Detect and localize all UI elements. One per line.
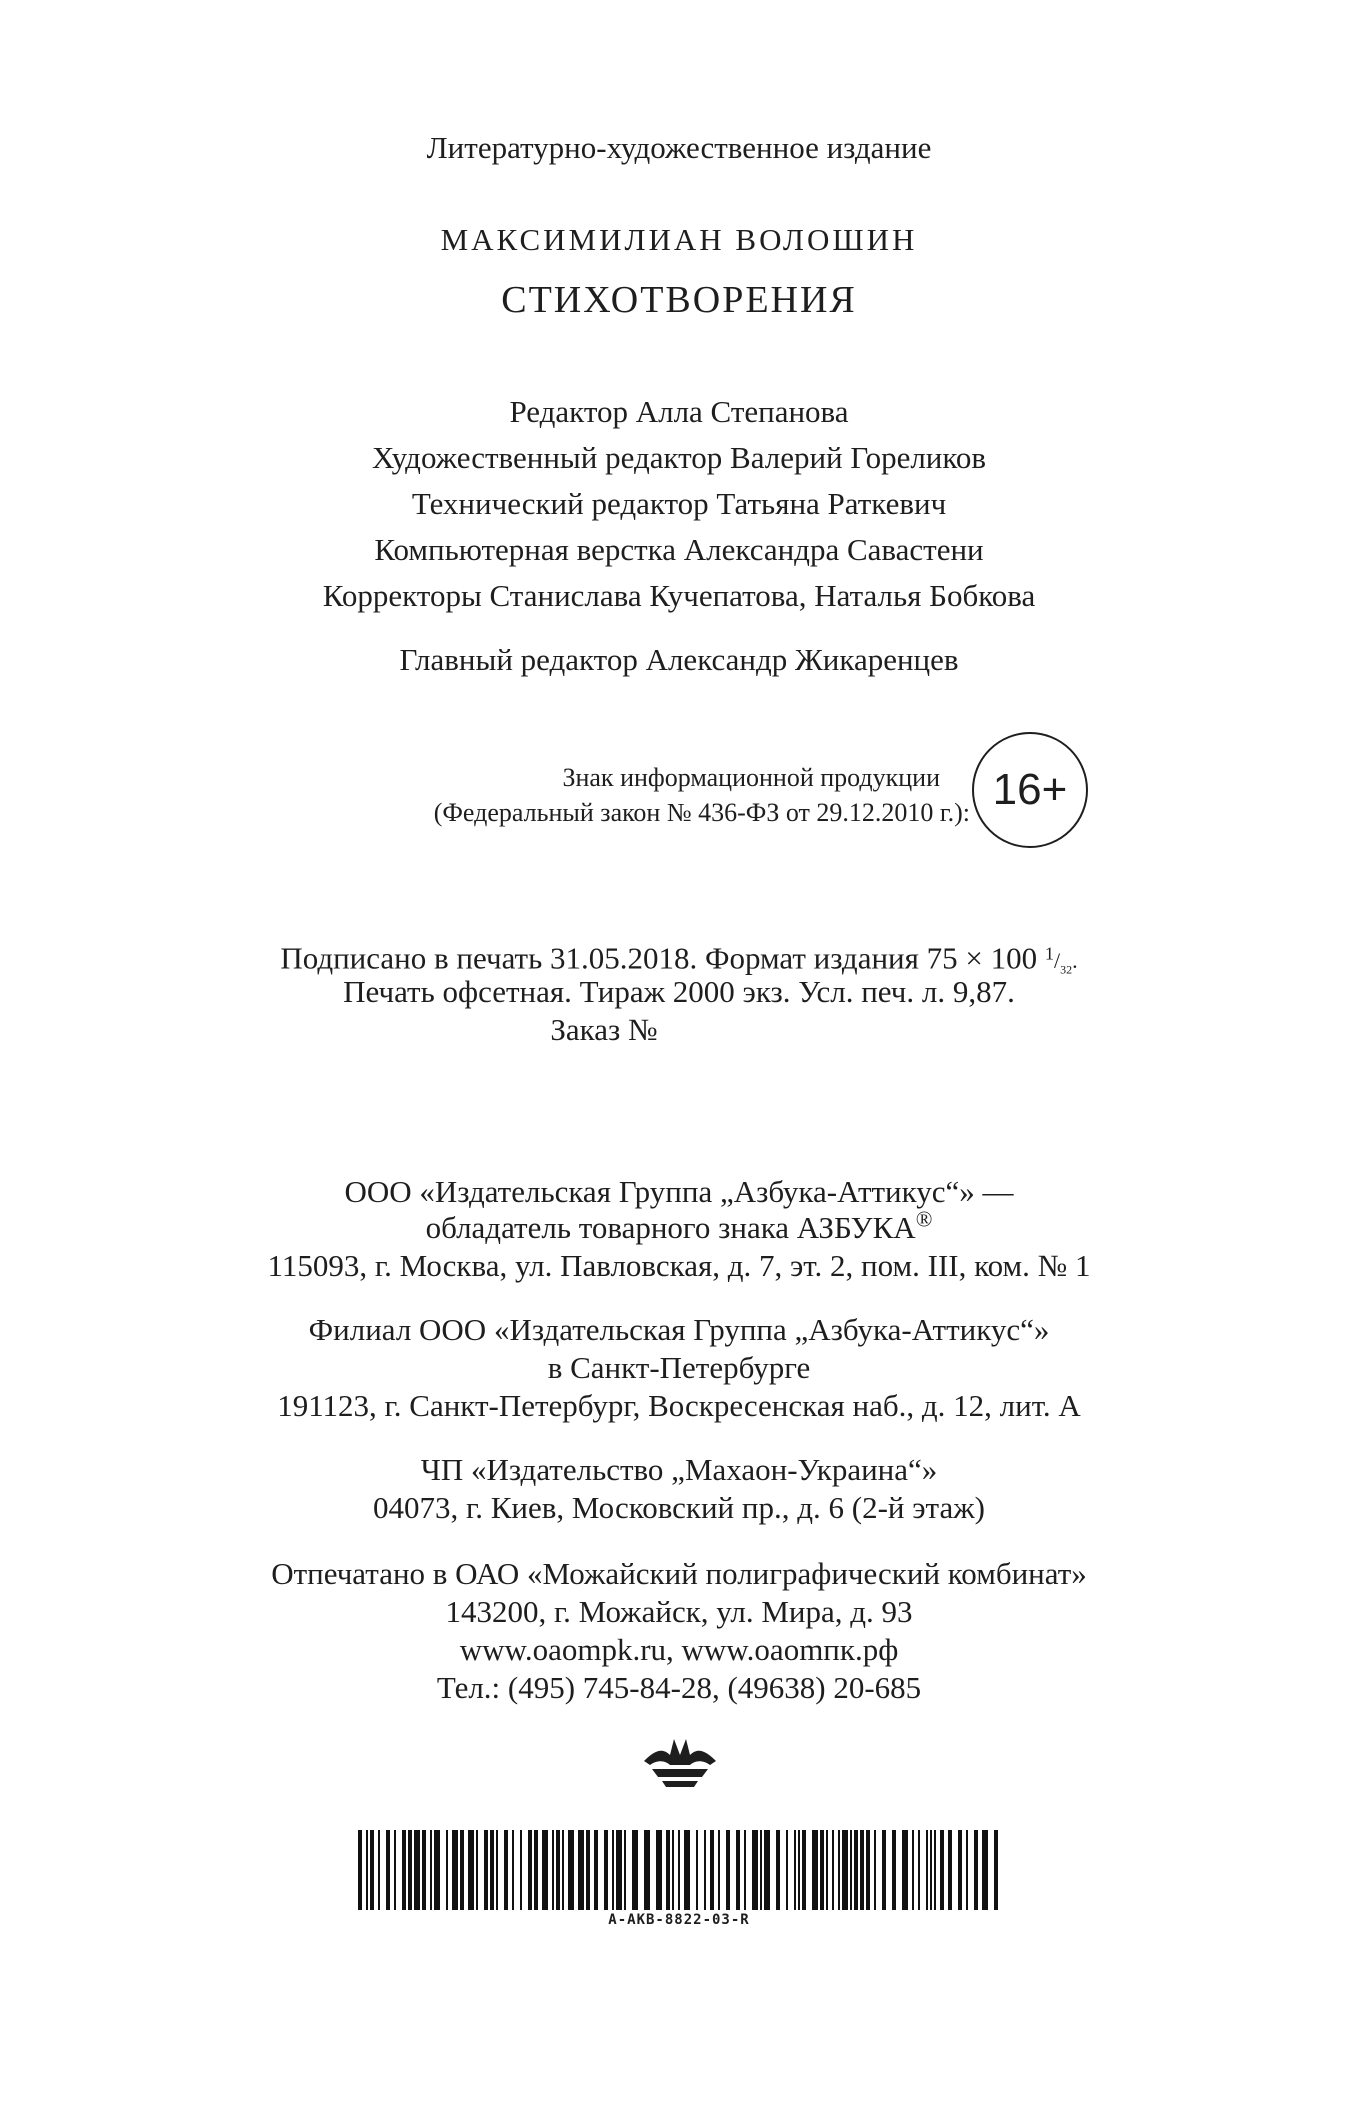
- publisher-trademark: обладатель товарного знака АЗБУКА: [425, 1210, 916, 1245]
- age-rating-badge: 16+: [972, 732, 1088, 848]
- printer-line-1: Отпечатано в ОАО «Можайский полиграфический комбинат»: [271, 1556, 1087, 1591]
- credit-tech-editor: Технический редактор Татьяна Раткевич: [411, 486, 947, 521]
- chief-editor: Главный редактор Александр Жикаренцев: [399, 642, 959, 677]
- ukraine-address: 04073, г. Киев, Московский пр., д. 6 (2-й этаж): [373, 1490, 985, 1525]
- branch-line-1: Филиал ООО «Издательская Группа „Азбука-Аттикус“»: [308, 1312, 1050, 1347]
- credit-editor: Редактор Алла Степанова: [509, 394, 849, 429]
- format-fraction: $^1/_{32}$.: [1044, 944, 1078, 977]
- barcode-code: A-AKB-8822-03-R: [608, 1912, 750, 1928]
- edition-type: Литературно-художественное издание: [426, 130, 932, 165]
- format-numerator: 1: [1044, 944, 1055, 964]
- ukraine-line-1: ЧП «Издательство „Махаон-Украина“»: [420, 1452, 938, 1487]
- printer-phones: Тел.: (495) 745-84-28, (49638) 20-685: [436, 1670, 922, 1705]
- printer-websites: www.oaompk.ru, www.oaomпк.рф: [459, 1632, 899, 1667]
- barcode-icon: [358, 1830, 1002, 1910]
- order-number: Заказ №: [550, 1012, 658, 1047]
- credit-art-editor: Художественный редактор Валерий Гореликов: [371, 440, 987, 475]
- print-info-line-2: Печать офсетная. Тираж 2000 экз. Усл. печ. л. 9,87.: [343, 974, 1015, 1009]
- publisher-line-2: [0, 1208, 1358, 1248]
- branch-line-2: в Санкт-Петербурге: [547, 1350, 811, 1385]
- book-title: СТИХОТВОРЕНИЯ: [501, 279, 857, 321]
- info-sign-block: [270, 760, 970, 830]
- credit-proofreaders: Корректоры Станислава Кучепатова, Наталья Бобкова: [322, 578, 1036, 613]
- publisher-address: 115093, г. Москва, ул. Павловская, д. 7, эт. 2, пом. III, ком. № 1: [267, 1248, 1091, 1283]
- info-sign-line-2: (Федеральный закон № 436-ФЗ от 29.12.2010 г.):: [433, 798, 970, 827]
- printer-address: 143200, г. Можайск, ул. Мира, д. 93: [445, 1594, 913, 1629]
- registered-mark: ®: [915, 1206, 933, 1232]
- publisher-crown-logo-icon: [640, 1733, 720, 1791]
- format-denominator: 32: [1060, 962, 1073, 977]
- print-info-line-1-text: Подписано в печать 31.05.2018. Формат издания 75 × 100: [280, 940, 1038, 976]
- branch-address: 191123, г. Санкт-Петербург, Воскресенская наб., д. 12, лит. А: [277, 1388, 1081, 1423]
- info-sign-line-1: Знак информационной продукции: [562, 763, 940, 792]
- author-name: МАКСИМИЛИАН ВОЛОШИН: [440, 222, 918, 257]
- credit-layout: Компьютерная верстка Александра Савастени: [374, 532, 984, 567]
- publisher-line-1: ООО «Издательская Группа „Азбука-Аттикус“» —: [344, 1174, 1014, 1209]
